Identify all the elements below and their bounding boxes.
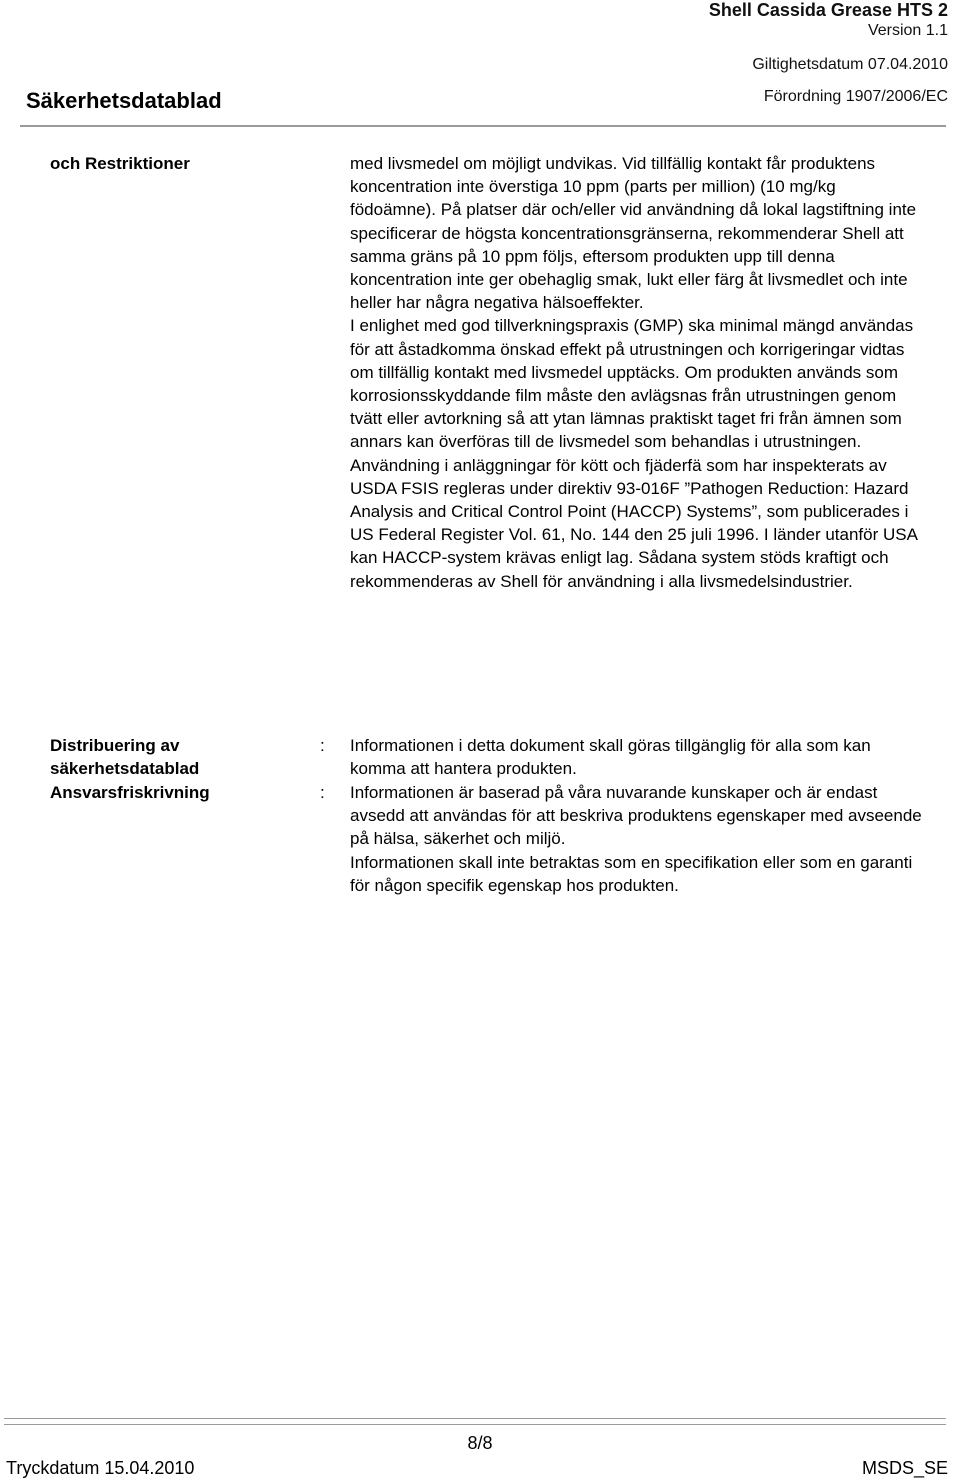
header-divider <box>20 125 946 127</box>
product-name: Shell Cassida Grease HTS 2 <box>708 0 948 20</box>
restrictions-paragraph: Användning i anläggningar för kött och fjäderfä som har inspekterats av USDA FSIS regleras under direktiv 93-016F ”Pathogen Reduction: Hazard Analysis and Critical Control Point (HACCP) Systems”, som publicerades i US Federal Register Vol. 61, No. 144 den 25 juli 1996. I länder utanför USA kan HACCP-system krävas enligt lag. Sådana system stöds kraftigt och rekommenderas av Shell för användning i alla livsmedelsindustrier. <box>350 455 918 591</box>
restrictions-text <box>350 152 925 593</box>
page-number: 8/8 <box>467 1433 493 1453</box>
restrictions-paragraph: I enlighet med god tillverkningspraxis (GMP) ska minimal mängd användas för att åstadkomma önskad effekt på utrustningen och korrigeringar vidtas om tillfällig kontakt med livsmedel upptäcks. Om produkten används som korrosionsskyddande film måste den avlägsnas från utrustningen genom tvätt eller avtorkning så att ytan lämnas praktiskt taget fri från ämnen som annars kan överföras till de livsmedel som behandlas i utrustningen. <box>350 316 914 452</box>
document-code: MSDS_SE <box>861 1458 948 1478</box>
print-date: Tryckdatum 15.04.2010 <box>6 1458 195 1478</box>
disclaimer-paragraph: Informationen är baserad på våra nuvarande kunskaper och är endast avsedd att användas för att beskriva produktens egenskaper med avseende på hälsa, säkerhet och miljö. <box>350 783 922 849</box>
disclaimer-label: Ansvarsfriskrivning <box>50 783 210 802</box>
footer-divider <box>4 1418 946 1419</box>
distribution-text: Informationen i detta dokument skall göras tillgänglig för alla som kan komma att hantera produkten. <box>350 736 871 779</box>
distribution-colon: : <box>320 736 325 755</box>
restrictions-label: och Restriktioner <box>50 154 190 173</box>
document-title: Säkerhetsdatablad <box>26 88 222 113</box>
disclaimer-text <box>350 781 925 897</box>
distribution-label: Distribuering av säkerhetsdatablad <box>50 736 200 779</box>
disclaimer-paragraph: Informationen skall inte betraktas som en specifikation eller som en garanti för någon specifik egenskap hos produkten. <box>350 852 913 895</box>
version-label: Version 1.1 <box>867 22 948 39</box>
regulation-label: Förordning 1907/2006/EC <box>763 88 948 105</box>
disclaimer-colon: : <box>320 783 325 802</box>
footer-divider <box>4 1424 946 1425</box>
restrictions-paragraph: med livsmedel om möjligt undvikas. Vid tillfällig kontakt får produktens koncentration inte överstiga 10 ppm (parts per million) (10 mg/kg födoämne). På platser där och/eller vid användning då lokal lagstiftning inte specificerar de högsta koncentrationsgränserna, rekommenderar Shell att samma gräns på 10 ppm följs, eftersom produkten upp till denna koncentration inte ger obehaglig smak, lukt eller färg åt livsmedlet och inte heller har några negativa hälsoeffekter. <box>350 154 917 313</box>
validity-date: Giltighetsdatum 07.04.2010 <box>752 56 948 73</box>
